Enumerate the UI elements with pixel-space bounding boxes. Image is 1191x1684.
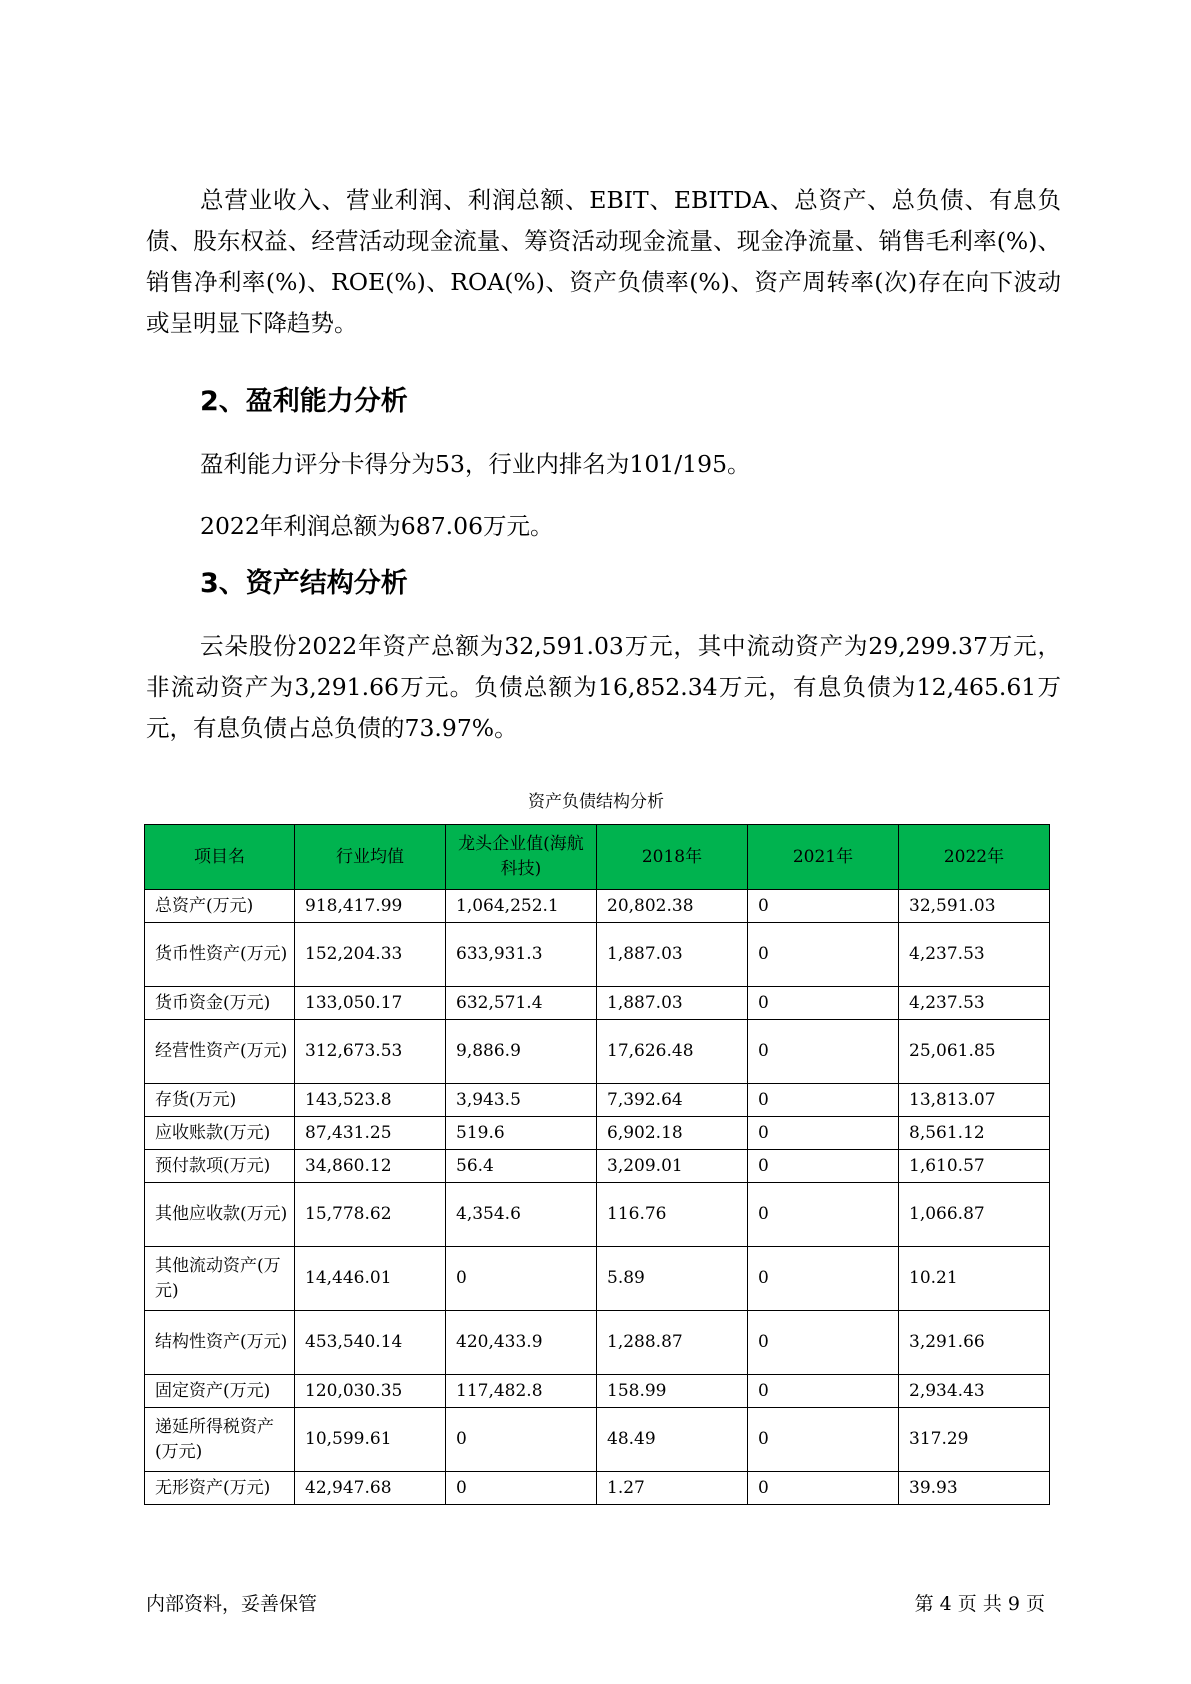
table-cell: 1,610.57 bbox=[899, 1150, 1050, 1183]
table-caption: 资产负债结构分析 bbox=[528, 792, 664, 812]
table-cell: 120,030.35 bbox=[295, 1375, 446, 1408]
row-label-cell: 递延所得税资产(万元) bbox=[145, 1408, 295, 1472]
row-label-cell: 总资产(万元) bbox=[145, 890, 295, 923]
table-cell: 0 bbox=[748, 1117, 899, 1150]
row-label-cell: 预付款项(万元) bbox=[145, 1150, 295, 1183]
table-row bbox=[145, 1183, 1050, 1247]
row-label-cell: 结构性资产(万元) bbox=[145, 1311, 295, 1375]
table-row bbox=[145, 1020, 1050, 1084]
table-cell: 20,802.38 bbox=[597, 890, 748, 923]
paragraph-asset-summary: 云朵股份2022年资产总额为32,591.03万元，其中流动资产为29,299.37万元，非流动资产为3,291.66万元。负债总额为16,852.34万元，有息负债为12,465.61万元，有息负债占总负债的73.97%。 bbox=[146, 632, 1061, 742]
table-row bbox=[145, 987, 1050, 1020]
table-cell: 9,886.9 bbox=[446, 1020, 597, 1084]
table-cell: 918,417.99 bbox=[295, 890, 446, 923]
table-cell: 3,291.66 bbox=[899, 1311, 1050, 1375]
paragraph-profit-score: 盈利能力评分卡得分为53，行业内排名为101/195。 bbox=[200, 450, 751, 478]
table-cell: 143,523.8 bbox=[295, 1084, 446, 1117]
table-cell: 312,673.53 bbox=[295, 1020, 446, 1084]
table-cell: 0 bbox=[748, 1183, 899, 1247]
table-cell: 1,066.87 bbox=[899, 1183, 1050, 1247]
row-label-cell: 其他流动资产(万元) bbox=[145, 1247, 295, 1311]
table-row bbox=[145, 1247, 1050, 1311]
table-cell: 632,571.4 bbox=[446, 987, 597, 1020]
table-cell: 0 bbox=[446, 1408, 597, 1472]
table-row bbox=[145, 1375, 1050, 1408]
table-cell: 0 bbox=[446, 1247, 597, 1311]
table-cell: 4,237.53 bbox=[899, 923, 1050, 987]
asset-liability-table bbox=[144, 824, 1050, 1505]
table-cell: 0 bbox=[748, 1247, 899, 1311]
table-cell: 0 bbox=[748, 1408, 899, 1472]
table-cell: 0 bbox=[748, 1311, 899, 1375]
table-cell: 34,860.12 bbox=[295, 1150, 446, 1183]
table-cell: 14,446.01 bbox=[295, 1247, 446, 1311]
table-cell: 8,561.12 bbox=[899, 1117, 1050, 1150]
table-cell: 0 bbox=[748, 1084, 899, 1117]
table-cell: 48.49 bbox=[597, 1408, 748, 1472]
row-label-cell: 固定资产(万元) bbox=[145, 1375, 295, 1408]
header-2021: 2021年 bbox=[748, 825, 899, 890]
table-cell: 1,887.03 bbox=[597, 987, 748, 1020]
table-row bbox=[145, 890, 1050, 923]
row-label-cell: 其他应收款(万元) bbox=[145, 1183, 295, 1247]
paragraph-total-profit: 2022年利润总额为687.06万元。 bbox=[200, 512, 554, 540]
table-cell: 158.99 bbox=[597, 1375, 748, 1408]
table-cell: 0 bbox=[748, 1020, 899, 1084]
table-cell: 42,947.68 bbox=[295, 1472, 446, 1505]
table-cell: 453,540.14 bbox=[295, 1311, 446, 1375]
table-cell: 116.76 bbox=[597, 1183, 748, 1247]
table-row bbox=[145, 1472, 1050, 1505]
header-industry-average: 行业均值 bbox=[295, 825, 446, 890]
footer-page-number: 第 4 页 共 9 页 bbox=[914, 1593, 1045, 1615]
table-cell: 1.27 bbox=[597, 1472, 748, 1505]
table-cell: 0 bbox=[748, 1375, 899, 1408]
table-cell: 0 bbox=[748, 1150, 899, 1183]
table-cell: 10.21 bbox=[899, 1247, 1050, 1311]
table-cell: 0 bbox=[748, 1472, 899, 1505]
row-label-cell: 无形资产(万元) bbox=[145, 1472, 295, 1505]
table-row bbox=[145, 1084, 1050, 1117]
table-cell: 56.4 bbox=[446, 1150, 597, 1183]
section-heading-asset-structure: 3、资产结构分析 bbox=[200, 568, 408, 599]
table-cell: 15,778.62 bbox=[295, 1183, 446, 1247]
table-cell: 0 bbox=[748, 987, 899, 1020]
table-cell: 420,433.9 bbox=[446, 1311, 597, 1375]
row-label-cell: 应收账款(万元) bbox=[145, 1117, 295, 1150]
table-cell: 519.6 bbox=[446, 1117, 597, 1150]
table-cell: 133,050.17 bbox=[295, 987, 446, 1020]
footer-confidential: 内部资料，妥善保管 bbox=[146, 1593, 318, 1615]
table-cell: 3,209.01 bbox=[597, 1150, 748, 1183]
table-cell: 87,431.25 bbox=[295, 1117, 446, 1150]
table-cell: 152,204.33 bbox=[295, 923, 446, 987]
table-cell: 13,813.07 bbox=[899, 1084, 1050, 1117]
table-cell: 39.93 bbox=[899, 1472, 1050, 1505]
table-cell: 17,626.48 bbox=[597, 1020, 748, 1084]
table-row bbox=[145, 1311, 1050, 1375]
table-cell: 3,943.5 bbox=[446, 1084, 597, 1117]
table-cell: 0 bbox=[748, 890, 899, 923]
table-cell: 317.29 bbox=[899, 1408, 1050, 1472]
table-cell: 0 bbox=[748, 923, 899, 987]
table-cell: 1,064,252.1 bbox=[446, 890, 597, 923]
table-cell: 117,482.8 bbox=[446, 1375, 597, 1408]
table-cell: 4,354.6 bbox=[446, 1183, 597, 1247]
table-cell: 633,931.3 bbox=[446, 923, 597, 987]
table-row bbox=[145, 1150, 1050, 1183]
table-cell: 0 bbox=[446, 1472, 597, 1505]
table-cell: 4,237.53 bbox=[899, 987, 1050, 1020]
header-item: 项目名 bbox=[145, 825, 295, 890]
table-cell: 7,392.64 bbox=[597, 1084, 748, 1117]
row-label-cell: 经营性资产(万元) bbox=[145, 1020, 295, 1084]
table-cell: 1,887.03 bbox=[597, 923, 748, 987]
table-cell: 6,902.18 bbox=[597, 1117, 748, 1150]
table-header-row bbox=[145, 825, 1050, 890]
table-row bbox=[145, 1408, 1050, 1472]
row-label-cell: 货币资金(万元) bbox=[145, 987, 295, 1020]
table-cell: 2,934.43 bbox=[899, 1375, 1050, 1408]
table-cell: 10,599.61 bbox=[295, 1408, 446, 1472]
table-cell: 25,061.85 bbox=[899, 1020, 1050, 1084]
row-label-cell: 货币性资产(万元) bbox=[145, 923, 295, 987]
header-leader-value: 龙头企业值(海航科技) bbox=[446, 825, 597, 890]
header-2018: 2018年 bbox=[597, 825, 748, 890]
table-cell: 32,591.03 bbox=[899, 890, 1050, 923]
header-2022: 2022年 bbox=[899, 825, 1050, 890]
table-cell: 1,288.87 bbox=[597, 1311, 748, 1375]
table-cell: 5.89 bbox=[597, 1247, 748, 1311]
paragraph-trend: 总营业收入、营业利润、利润总额、EBIT、EBITDA、总资产、总负债、有息负债、股东权益、经营活动现金流量、筹资活动现金流量、现金净流量、销售毛利率(%)、销售净利率(%)、ROE(%)、ROA(%)、资产负债率(%)、资产周转率(次)存在向下波动或呈明显下降趋势。 bbox=[146, 186, 1061, 337]
section-heading-profitability: 2、盈利能力分析 bbox=[200, 386, 408, 417]
row-label-cell: 存货(万元) bbox=[145, 1084, 295, 1117]
table-row bbox=[145, 1117, 1050, 1150]
table-row bbox=[145, 923, 1050, 987]
